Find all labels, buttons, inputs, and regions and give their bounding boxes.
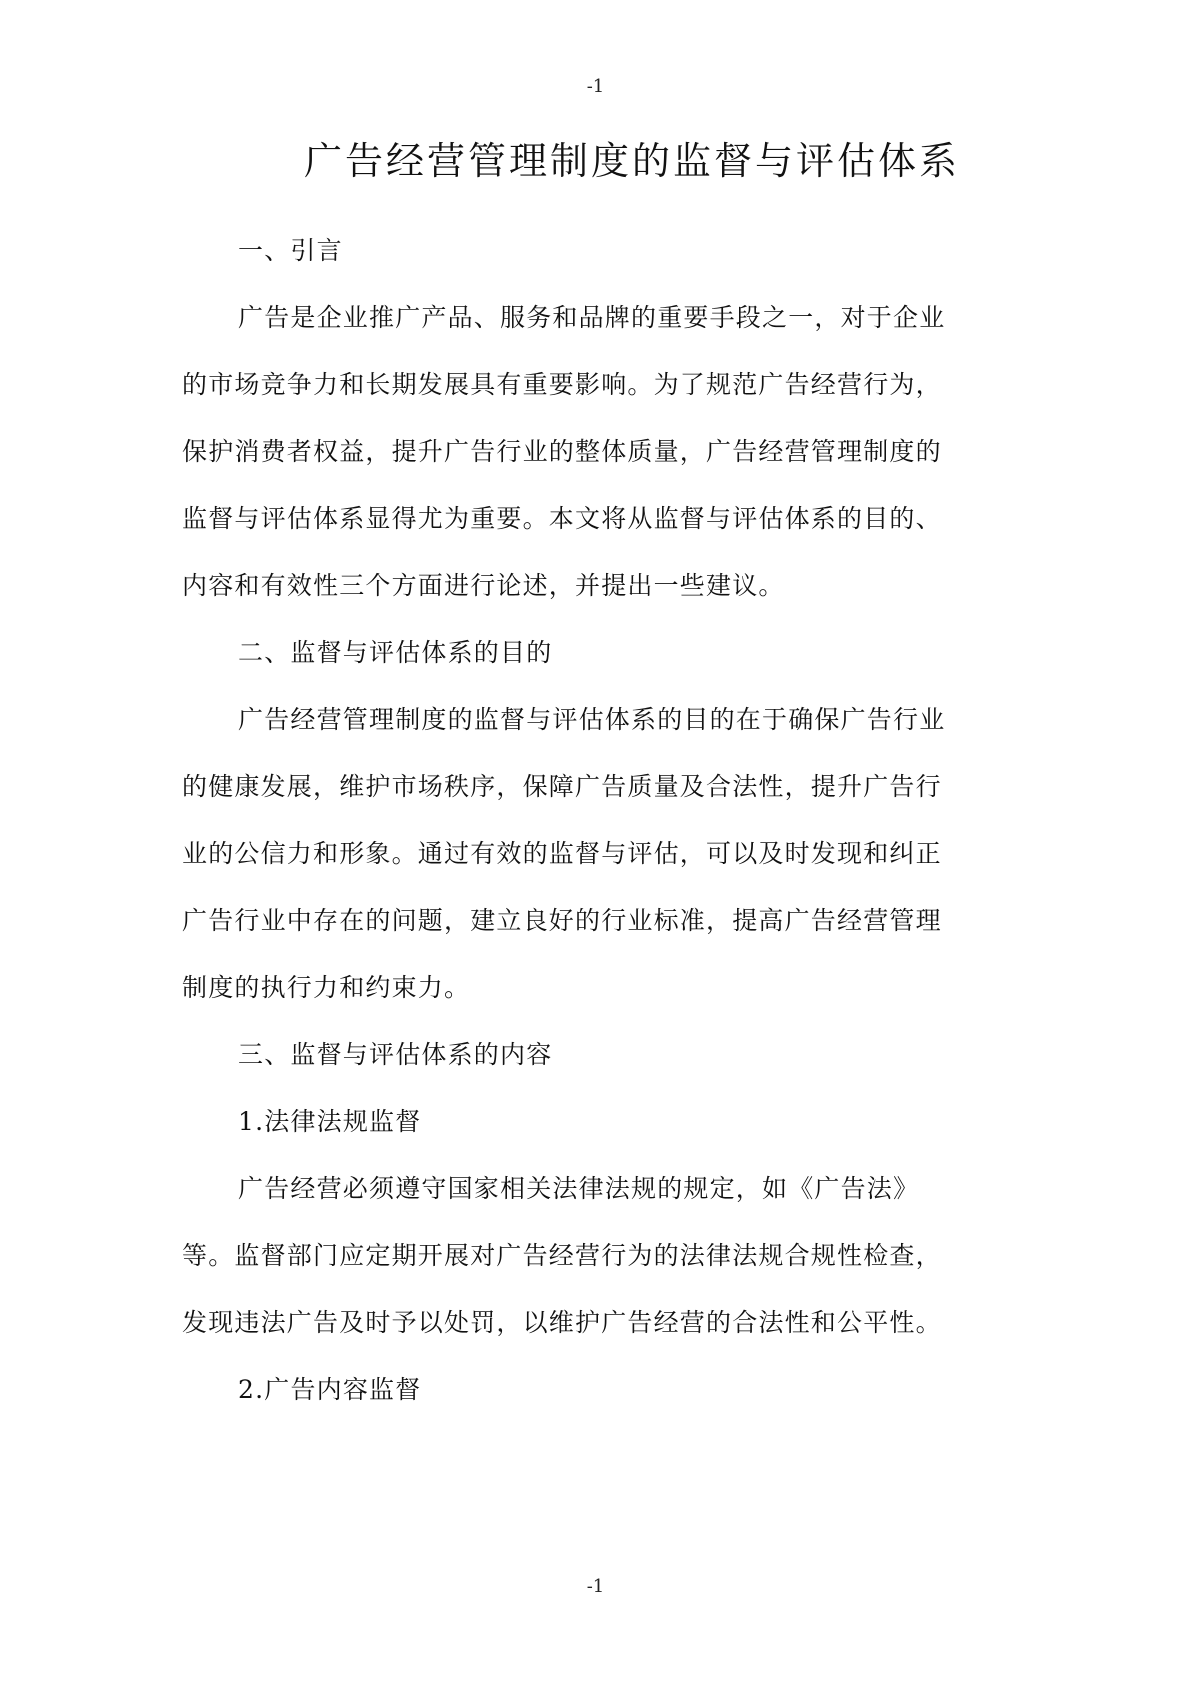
paragraph-line: 广告经营必须遵守国家相关法律法规的规定，如《广告法》 bbox=[238, 1174, 920, 1203]
section-heading-purpose: 二、监督与评估体系的目的 bbox=[238, 638, 553, 667]
document-title: 广告经营管理制度的监督与评估体系 bbox=[304, 139, 961, 183]
paragraph-line: 的市场竞争力和长期发展具有重要影响。为了规范广告经营行为， bbox=[182, 370, 942, 399]
paragraph-line: 广告行业中存在的问题，建立良好的行业标准，提高广告经营管理 bbox=[182, 906, 942, 935]
paragraph-line: 广告是企业推广产品、服务和品牌的重要手段之一，对于企业 bbox=[238, 303, 946, 332]
section-heading-introduction: 一、引言 bbox=[238, 236, 343, 265]
paragraph-line: 业的公信力和形象。通过有效的监督与评估，可以及时发现和纠正 bbox=[182, 839, 942, 868]
subsection-heading-legal-supervision: 1.法律法规监督 bbox=[238, 1107, 422, 1136]
paragraph-line: 制度的执行力和约束力。 bbox=[182, 973, 471, 1002]
paragraph-line: 广告经营管理制度的监督与评估体系的目的在于确保广告行业 bbox=[238, 705, 946, 734]
subsection-heading-content-supervision: 2.广告内容监督 bbox=[238, 1375, 422, 1404]
paragraph-line: 的健康发展，维护市场秩序，保障广告质量及合法性，提升广告行 bbox=[182, 772, 942, 801]
header-page-number: -1 bbox=[586, 76, 605, 97]
paragraph-line: 保护消费者权益，提升广告行业的整体质量，广告经营管理制度的 bbox=[182, 437, 942, 466]
footer-page-number: -1 bbox=[586, 1576, 605, 1597]
paragraph-line: 监督与评估体系显得尤为重要。本文将从监督与评估体系的目的、 bbox=[182, 504, 942, 533]
paragraph-line: 发现违法广告及时予以处罚，以维护广告经营的合法性和公平性。 bbox=[182, 1308, 942, 1337]
paragraph-line: 等。监督部门应定期开展对广告经营行为的法律法规合规性检查， bbox=[182, 1241, 942, 1270]
section-heading-content: 三、监督与评估体系的内容 bbox=[238, 1040, 553, 1069]
paragraph-line: 内容和有效性三个方面进行论述，并提出一些建议。 bbox=[182, 571, 785, 600]
